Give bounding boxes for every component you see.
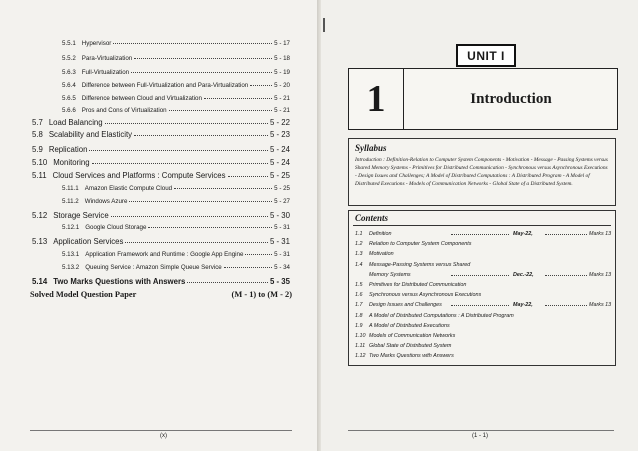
toc-entry-title: Para-Virtualization (81, 55, 133, 62)
toc-entry-number: 5.5.2 (62, 55, 76, 62)
solved-paper-page: (M - 1) to (M - 2) (231, 290, 292, 299)
toc-dot-leader (148, 227, 272, 228)
toc-entry-number: 5.10 (32, 158, 48, 167)
toc-entry-page: 5 - 25 (274, 185, 290, 192)
toc-entry-number: 5.13.1 (62, 251, 80, 258)
contents-entry-number: 1.10 (355, 333, 366, 339)
solved-paper-title: Solved Model Question Paper (30, 290, 137, 299)
toc-dot-leader (89, 150, 268, 151)
toc-entry (62, 185, 290, 192)
toc-entry (62, 107, 290, 114)
toc-entry-page: 5 - 31 (274, 224, 290, 231)
toc-entry-page: 5 - 18 (274, 55, 290, 62)
toc-dot-leader (129, 201, 272, 202)
toc-entry (32, 145, 290, 154)
chapter-header (348, 68, 618, 130)
contents-entry-title: A Model of Distributed Executions (369, 322, 450, 329)
contents-entry-number: 1.12 (355, 353, 366, 360)
toc-entry-page: 5 - 20 (274, 82, 290, 89)
toc-entry-title: Google Cloud Storage (85, 224, 147, 231)
toc-entry (32, 171, 290, 180)
toc-dot-leader (134, 135, 268, 136)
right-page-number: (1 - 1) (472, 433, 489, 439)
contents-entry-title: A Model of Distributed Computations : A Distributed Program (369, 312, 514, 319)
contents-entry (355, 343, 607, 351)
contents-entry-title: Motivation (369, 251, 394, 258)
contents-entry-number: 1.1 (355, 231, 363, 237)
contents-entry-number: 1.11 (355, 343, 366, 350)
toc-entry-page: 5 - 23 (270, 130, 290, 139)
contents-entry-title: Design Issues and Challenges (369, 302, 442, 309)
contents-entry (355, 353, 607, 361)
toc-entry (62, 264, 290, 271)
syllabus-heading: Syllabus (355, 143, 387, 153)
toc-entry-title: Monitoring (53, 158, 90, 167)
chapter-title: Introduction (470, 90, 552, 107)
contents-dot-leader (451, 234, 509, 235)
toc-entry-title: Full-Virtualization (81, 69, 130, 76)
toc-entry-title: Application Framework and Runtime : Google App Engine (85, 251, 244, 258)
contents-box (348, 210, 616, 366)
toc-entry-number: 5.6.5 (62, 95, 76, 102)
left-page-number: (x) (160, 433, 167, 439)
toc-entry-number: 5.14 (32, 277, 48, 286)
toc-dot-leader (187, 282, 268, 283)
toc-entry-page: 5 - 31 (270, 237, 290, 246)
toc-dot-leader (131, 72, 272, 73)
toc-dot-leader (92, 163, 268, 164)
contents-entry-number: 1.4 (355, 261, 363, 268)
left-footer-rule (30, 430, 292, 431)
contents-entry-title: Synchronous versus Asynchronous Executions (369, 292, 482, 299)
contents-entry (355, 251, 607, 259)
contents-entry-number: 1.6 (355, 292, 363, 299)
toc-entry (32, 118, 290, 127)
contents-entry-number: 1.9 (355, 322, 363, 329)
toc-entry-number: 5.11 (32, 171, 47, 180)
contents-entry (355, 271, 612, 280)
toc-entry (62, 95, 290, 102)
toc-entry-number: 5.5.1 (62, 40, 76, 47)
toc-entry-title: Application Services (53, 237, 124, 246)
toc-entry-number: 5.8 (32, 130, 43, 139)
contents-entry-number: 1.8 (355, 312, 363, 319)
contents-entry-title: Primitives for Distributed Communication (369, 282, 467, 288)
toc-entry-title: Difference between Cloud and Virtualization (81, 95, 202, 102)
contents-entry (355, 292, 607, 300)
toc-entry-title: Hypervisor (81, 40, 112, 47)
toc-entry-number: 5.12 (32, 211, 48, 220)
contents-exam-session: May-22, (513, 231, 533, 237)
toc-dot-leader (169, 110, 273, 111)
toc-entry (62, 69, 290, 76)
toc-entry-title: Load Balancing (48, 118, 103, 127)
toc-entry-title: Two Marks Questions with Answers (53, 277, 186, 286)
toc-entry (32, 130, 290, 139)
contents-entry-title: Definition (369, 231, 392, 237)
toc-entry-number: 5.12.1 (62, 224, 80, 231)
contents-entry-number: 1.7 (355, 302, 363, 309)
toc-entry-title: Difference between Full-Virtualization and Para-Virtualization (81, 82, 249, 89)
toc-entry-page: 5 - 21 (274, 95, 290, 102)
contents-entry (355, 282, 607, 290)
toc-entry-title: Scalability and Elasticity (48, 130, 133, 139)
toc-dot-leader (245, 254, 272, 255)
toc-entry-title: Windows Azure (84, 198, 128, 205)
toc-entry-title: Queuing Service : Amazon Simple Queue Service (85, 264, 222, 271)
toc-entry-page: 5 - 25 (270, 171, 290, 180)
contents-entry-number: 1.3 (355, 251, 363, 258)
toc-entry-page: 5 - 31 (274, 251, 290, 258)
contents-entry-title: Global State of Distributed System (369, 343, 452, 350)
toc-dot-leader (113, 43, 272, 44)
toc-entry-number: 5.9 (32, 145, 43, 154)
toc-dot-leader (224, 267, 272, 268)
solved-paper-entry (30, 290, 292, 299)
toc-entry (62, 55, 290, 62)
toc-entry-number: 5.13 (32, 237, 48, 246)
contents-entry (355, 323, 607, 331)
contents-entry (355, 231, 612, 239)
toc-entry-number: 5.11.1 (62, 185, 79, 192)
contents-dot-leader (545, 234, 587, 235)
contents-entry-title: Memory Systems (369, 271, 411, 278)
toc-entry (32, 211, 290, 220)
toc-entry-page: 5 - 34 (274, 264, 290, 271)
toc-entry (62, 40, 290, 47)
toc-entry-page: 5 - 17 (274, 40, 290, 47)
contents-entry (355, 302, 612, 310)
toc-entry-number: 5.7 (32, 118, 43, 127)
syllabus-box (348, 138, 616, 206)
toc-dot-leader (204, 98, 272, 99)
contents-entry-title: Models of Communication Networks (369, 333, 456, 339)
contents-entry-title: Relation to Computer System Components (369, 241, 472, 248)
contents-entry (355, 241, 607, 249)
toc-entry (62, 198, 290, 205)
contents-dot-leader (451, 275, 509, 276)
toc-entry-page: 5 - 27 (274, 198, 290, 205)
toc-entry-number: 5.6.3 (62, 69, 76, 76)
contents-dot-leader (451, 305, 509, 306)
toc-dot-leader (134, 58, 272, 59)
contents-marks: Marks 13 (589, 302, 612, 309)
contents-entry-title: Message-Passing Systems versus Shared (369, 261, 471, 268)
toc-entry (62, 224, 290, 231)
contents-entry-number: 1.5 (355, 282, 363, 288)
toc-dot-leader (174, 188, 272, 189)
contents-exam-session: May-22, (513, 302, 533, 309)
toc-dot-leader (105, 123, 268, 124)
contents-entry-title: Two Marks Questions with Answers (369, 353, 454, 360)
toc-entry-page: 5 - 24 (270, 158, 290, 167)
book-gutter (317, 0, 321, 451)
toc-entry-title: Storage Service (53, 211, 109, 220)
chapter-number: 1 (349, 69, 404, 129)
toc-entry (62, 251, 290, 258)
toc-entry-title: Amazon Elastic Compute Cloud (84, 185, 173, 192)
toc-entry-page: 5 - 35 (270, 277, 290, 286)
toc-entry-number: 5.6.6 (62, 107, 76, 114)
toc-entry (32, 277, 290, 286)
unit-label: UNIT I (456, 44, 516, 67)
contents-entry-number: 1.2 (355, 241, 363, 248)
toc-entry-number: 5.11.2 (62, 198, 79, 205)
contents-entry (355, 262, 607, 270)
toc-entry-page: 5 - 21 (274, 107, 290, 114)
toc-dot-leader (228, 176, 269, 177)
right-footer-rule (348, 430, 614, 431)
contents-marks: Marks 13 (589, 231, 612, 237)
toc-dot-leader (250, 85, 272, 86)
syllabus-text: Introduction : Definition-Relation to Computer System Components - Motivation - Message - Passing Systems versus Shared Memory Systems - Primitives for Distributed Communication - Synchronous versus Asynchronous Executions - Design Issues and Challenges; A Model of Distributed Computations : A Distributed Program - A Model of Distributed Executions - Models of Communication Networks - Global State of a Distributed System. (355, 157, 608, 187)
toc-entry-page: 5 - 22 (270, 118, 290, 127)
contents-entry (355, 333, 607, 341)
toc-entry-title: Cloud Services and Platforms : Compute Services (52, 171, 226, 180)
contents-exam-session: Dec.-22, (513, 271, 534, 278)
contents-divider (353, 225, 611, 226)
contents-dot-leader (545, 275, 587, 276)
toc-entry (32, 237, 290, 246)
contents-marks: Marks 13 (589, 271, 612, 278)
toc-entry-title: Replication (48, 145, 88, 154)
toc-entry-title: Pros and Cons of Virtualization (81, 107, 167, 114)
toc-dot-leader (111, 216, 268, 217)
toc-entry-page: 5 - 30 (270, 211, 290, 220)
toc-entry-page: 5 - 19 (274, 69, 290, 76)
contents-entry (355, 313, 607, 321)
gutter-mark (323, 18, 325, 32)
toc-entry (62, 82, 290, 89)
contents-heading: Contents (355, 213, 389, 223)
contents-dot-leader (545, 305, 587, 306)
toc-entry-number: 5.13.2 (62, 264, 80, 271)
toc-entry (32, 158, 290, 167)
toc-entry-page: 5 - 24 (270, 145, 290, 154)
toc-dot-leader (125, 242, 268, 243)
toc-entry-number: 5.6.4 (62, 82, 76, 89)
